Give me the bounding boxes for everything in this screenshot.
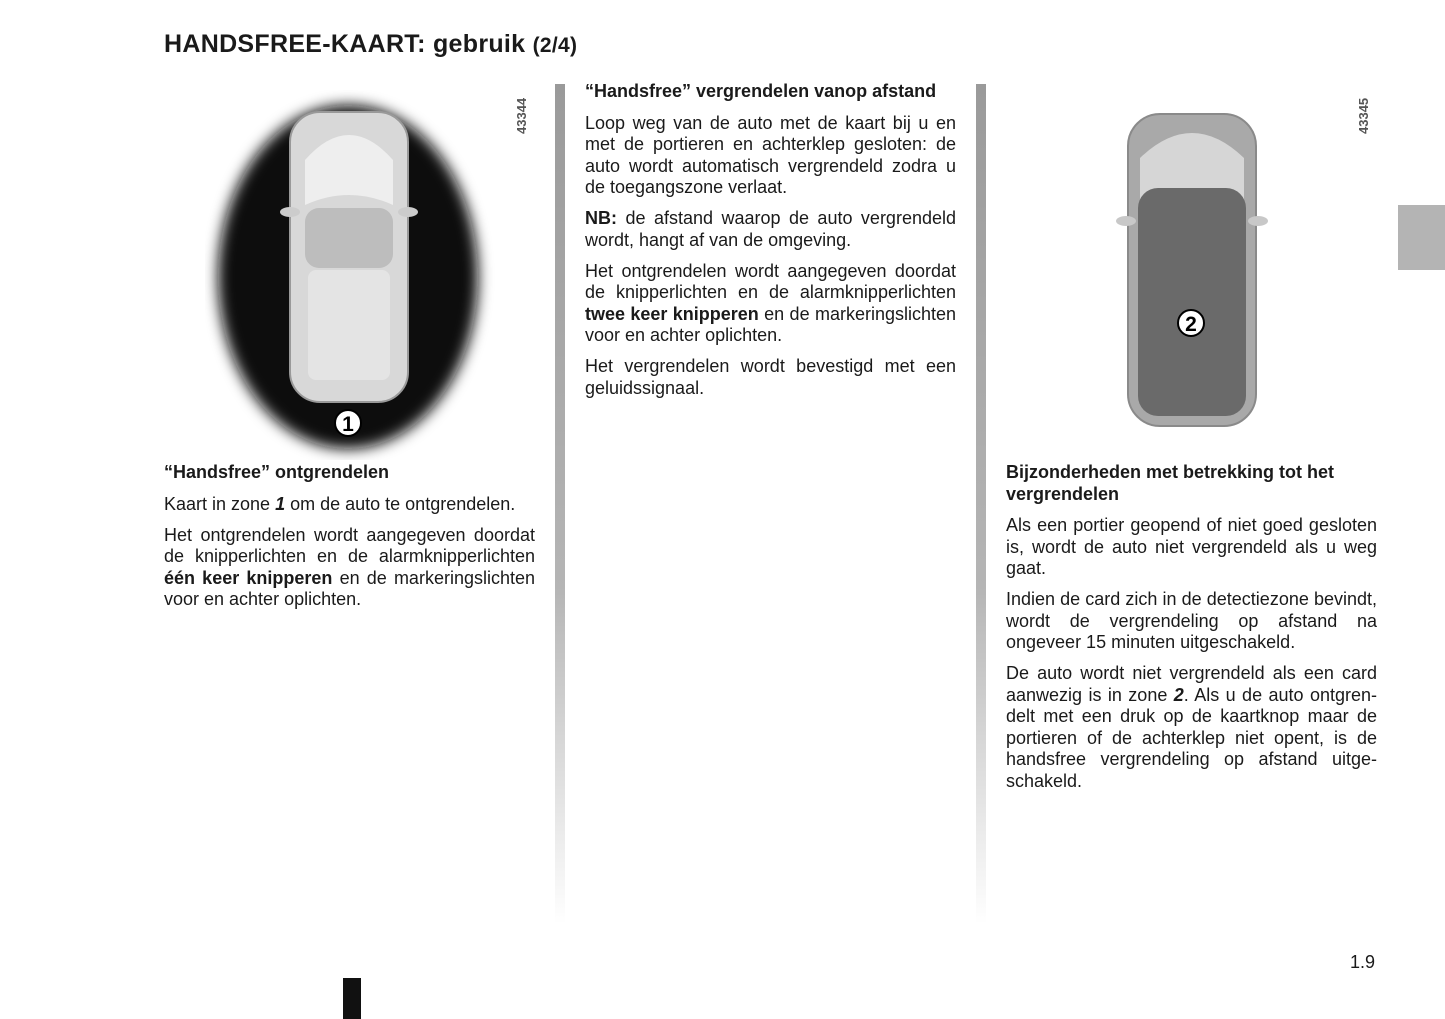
- paragraph: [164, 494, 535, 516]
- text: en de markeringslichten voor en achter oplichten.: [585, 303, 957, 345]
- section-heading: “Handsfree” vergrendelen vanop afstand: [585, 81, 937, 101]
- column-divider: [976, 84, 986, 924]
- note-label: NB:: [585, 208, 617, 228]
- emphasis: één keer knipperen: [164, 567, 333, 588]
- column-2: [585, 81, 956, 409]
- text: Het ontgrendelen wordt aangegeven doordat de knipperlichten en de alarmknipperlichten: [585, 260, 956, 302]
- paragraph: Indien de card zich in de detectiezone bevindt, wordt de vergrendeling op afstand na ongeveer 15 minuten uitgeschakeld.: [1006, 589, 1377, 652]
- chapter-tab: [1398, 205, 1445, 270]
- section-heading: Bijzonderheden met betrekking tot het vergrendelen: [1006, 462, 1335, 504]
- column-3: [1006, 462, 1377, 802]
- page-number: 1.9: [1350, 952, 1376, 972]
- paragraph: Als een portier geopend of niet goed gesloten is, wordt de auto niet vergrendeld als u weg gaat.: [1006, 515, 1377, 578]
- paragraph: Loop weg van de auto met de kaart bij u en met de portieren en achterklep gesloten: de auto wordt automatisch vergrendeld zodra u de toegangszone verlaat.: [585, 112, 956, 197]
- emphasis: twee keer knipperen: [585, 303, 759, 324]
- figure-car-zone-2: [1110, 108, 1280, 433]
- text: Kaart in zone: [164, 493, 276, 514]
- car-icon: [1116, 114, 1268, 426]
- edge-marker: [343, 978, 361, 1019]
- text: De auto wordt niet vergrendeld als een card aanwezig is in zone: [1006, 663, 1377, 705]
- title-suffix: (2/4): [532, 34, 578, 57]
- paragraph: [585, 208, 956, 251]
- text: en de markeringslichten voor en achter oplichten.: [164, 567, 535, 609]
- car-icon: [280, 112, 418, 402]
- paragraph: [1006, 663, 1377, 792]
- figure-number-1: 43344: [514, 97, 529, 134]
- page-title: [164, 30, 577, 59]
- text: om de auto te ontgrendelen.: [285, 493, 516, 514]
- zone-reference: 1: [275, 493, 286, 514]
- paragraph: [164, 525, 535, 611]
- title-text: HANDSFREE-KAART: gebruik: [164, 30, 526, 58]
- column-1: [164, 462, 535, 620]
- text: Het ontgrendelen wordt aangegeven doordat de knipperlichten en de alarmknipperlichten: [164, 524, 535, 566]
- paragraph: Het vergrendelen wordt bevestigd met een geluidssignaal.: [585, 356, 956, 398]
- paragraph: [585, 261, 956, 347]
- text: de afstand waarop de auto vergrendeld wordt, hangt af van de omgeving.: [585, 208, 956, 250]
- figure-number-2: 43345: [1356, 97, 1371, 134]
- figure-car-zone-1: [205, 90, 495, 460]
- column-divider: [555, 84, 565, 924]
- zone-reference: 2: [1173, 684, 1184, 705]
- text: . Als u de auto ontgrendelt met een druk op de kaartknop maar de portieren of de achterklep niet opent, is de handsfree vergrendeling op afstand uitgeschakeld.: [1006, 684, 1377, 791]
- callout-1: 1: [342, 413, 354, 436]
- callout-2: 2: [1185, 313, 1197, 336]
- section-heading: “Handsfree” ontgrendelen: [164, 462, 390, 482]
